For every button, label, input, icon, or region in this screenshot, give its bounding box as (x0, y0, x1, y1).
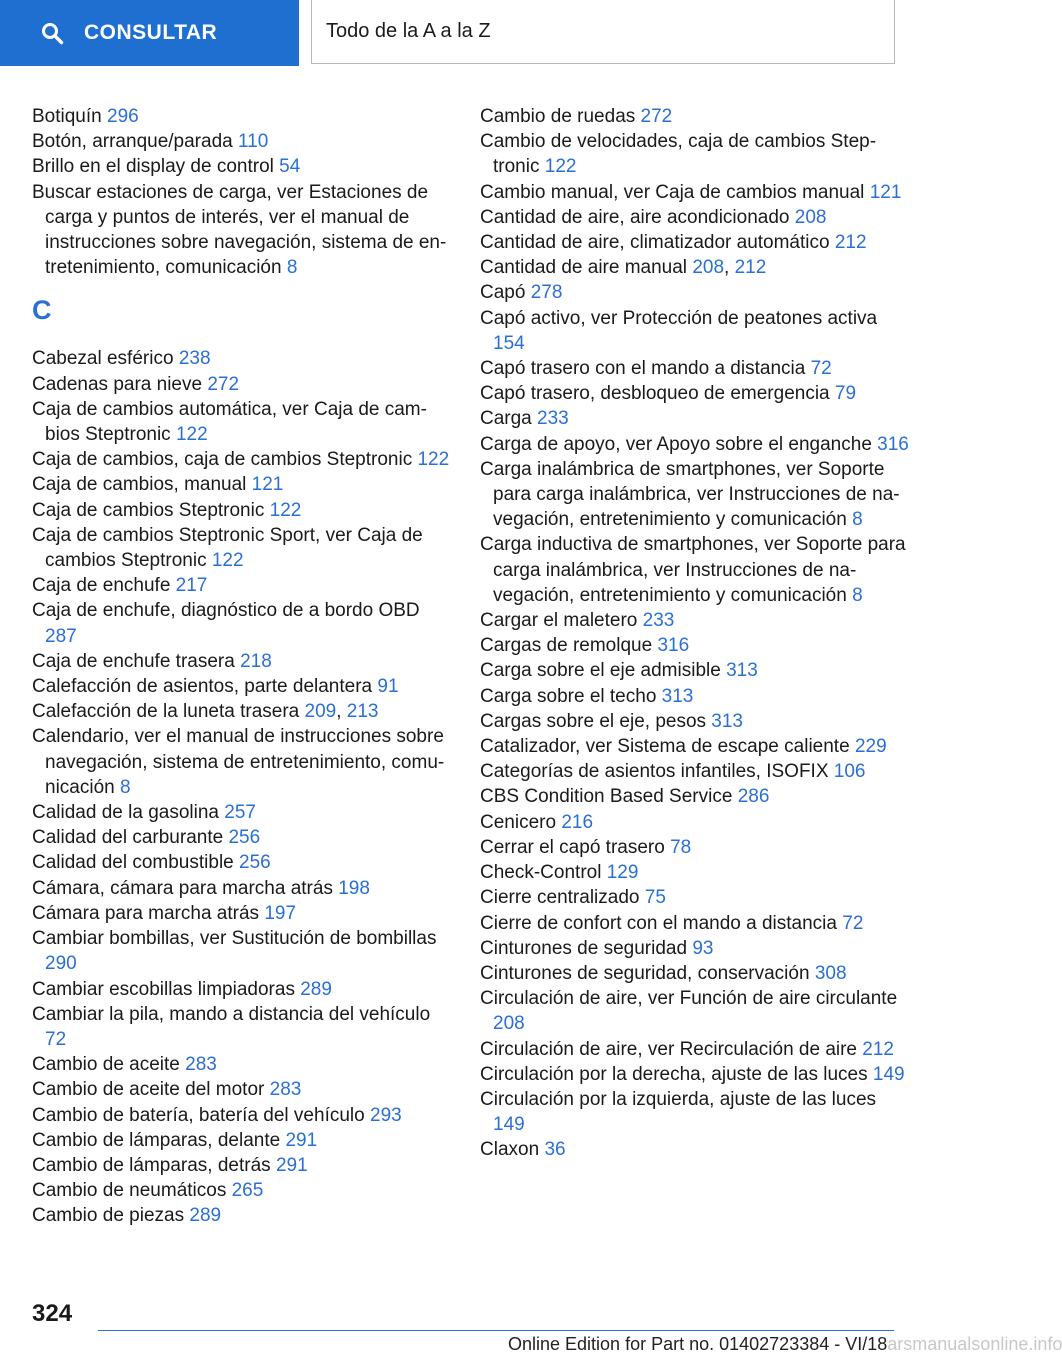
entry-text: Cerrar el capó trasero (480, 836, 665, 858)
page-link[interactable]: 198 (338, 877, 370, 899)
entry-text: Caja de enchufe (32, 575, 171, 597)
entry-text: Calidad del combustible (32, 852, 234, 874)
page-link[interactable]: 154 (493, 332, 525, 354)
page-link[interactable]: 257 (224, 802, 256, 824)
page-link[interactable]: 8 (120, 776, 131, 798)
index-entry (480, 961, 910, 986)
page-link[interactable]: 8 (852, 584, 863, 606)
page-link[interactable]: 122 (175, 424, 208, 446)
section-letter: C (32, 295, 52, 326)
page-link[interactable]: 272 (207, 373, 240, 395)
entry-text: Calefacción de asientos, parte delantera (32, 676, 373, 698)
page-link[interactable]: 229 (854, 736, 887, 758)
index-entry (480, 810, 910, 835)
page-link[interactable]: 283 (269, 1079, 302, 1101)
page-link[interactable]: 149 (493, 1114, 525, 1136)
header (0, 0, 960, 66)
entry-text: Cierre de confort con el mando a distancia (480, 912, 837, 934)
index-entry (32, 724, 452, 800)
page-link[interactable]: 209 (304, 701, 337, 723)
entry-text: Carga sobre el eje admisible (480, 660, 721, 682)
entry-text: Cambio de lámparas, delante (32, 1129, 281, 1151)
page-link[interactable]: 313 (726, 660, 758, 682)
page-link[interactable]: 208 (692, 257, 725, 279)
page-link[interactable]: 197 (264, 902, 297, 924)
index-entry (32, 1203, 452, 1228)
index-entry (32, 598, 452, 648)
page-link[interactable]: 233 (642, 610, 675, 632)
entry-text: Catalizador, ver Sistema de escape caliente (480, 736, 850, 758)
entry-text: Capó trasero con el mando a distancia (480, 358, 806, 380)
entry-text: Cambio de ruedas (480, 106, 636, 127)
entry-text: Cantidad de aire manual (480, 257, 688, 279)
index-entry (32, 472, 452, 497)
entry-text: Cinturones de seguridad, conservación (480, 962, 810, 984)
index-entry (480, 986, 910, 1036)
page-link[interactable]: 293 (370, 1104, 402, 1126)
index-entry (32, 901, 452, 926)
index-entry (480, 784, 910, 809)
page-link[interactable]: 289 (189, 1205, 222, 1227)
index-entry (32, 876, 452, 901)
entry-text: Cambio de velocidades, caja de cambios Steptronic (480, 131, 877, 178)
index-entry (32, 1153, 452, 1178)
entry-text: Circulación por la derecha, ajuste de las luces (480, 1063, 868, 1085)
entry-text: Cantidad de aire, climatizador automático (480, 232, 830, 254)
entry-text: Calidad del carburante (32, 827, 224, 849)
index-entry (480, 1087, 910, 1137)
index-entry (480, 180, 910, 205)
entry-text: Check-Control (480, 862, 602, 884)
entry-text: Calefacción de la luneta trasera (32, 701, 300, 723)
index-entry (32, 1128, 452, 1153)
page-link[interactable]: 256 (239, 852, 271, 874)
index-entry (480, 104, 910, 129)
page-link[interactable]: 308 (814, 962, 847, 984)
entry-text: Carga de apoyo, ver Apoyo sobre el enganche (480, 433, 872, 455)
entry-text: Categorías de asientos infantiles, ISOFIX (480, 761, 829, 783)
index-column-right (480, 104, 910, 1163)
entry-text: CBS Condition Based Service (480, 786, 733, 808)
page-number: 324 (32, 1300, 73, 1327)
footer-watermark: arsmanualsonline.info (887, 1334, 1062, 1354)
entry-text: Cambio de aceite (32, 1054, 180, 1076)
search-button[interactable] (0, 0, 299, 66)
page-link[interactable]: 149 (872, 1063, 905, 1085)
page-link[interactable]: 79 (834, 383, 857, 405)
entry-text: Circulación de aire, ver Recirculación de aire (480, 1038, 858, 1060)
page-link[interactable]: 291 (275, 1154, 308, 1176)
page-link[interactable]: 216 (561, 811, 594, 833)
page-link[interactable]: 72 (45, 1028, 67, 1050)
index-entry (480, 759, 910, 784)
index-entry (32, 180, 452, 281)
index-entry (480, 734, 910, 759)
page-link[interactable]: 122 (544, 156, 577, 178)
index-column-left (32, 104, 452, 1229)
index-entry (480, 457, 910, 533)
entry-text: Cámara, cámara para marcha atrás (32, 877, 333, 899)
entry-text: Cantidad de aire, aire acondicionado (480, 206, 790, 228)
index-entry (32, 447, 452, 472)
page-link[interactable]: 233 (537, 408, 569, 430)
index-entry (32, 1052, 452, 1077)
index-entry (480, 432, 910, 457)
index-entry (32, 649, 452, 674)
page-link[interactable]: 313 (711, 710, 743, 732)
page-link[interactable]: 72 (810, 358, 832, 380)
index-entry (32, 346, 452, 371)
index-entry: Cantidad de aire manual 208, 212 (480, 257, 767, 279)
index-entry (32, 104, 452, 129)
index-entry (480, 230, 910, 255)
page-link[interactable]: 129 (606, 862, 639, 884)
index-entry (32, 926, 452, 976)
entry-text: Cambiar bombillas, ver Sustitución de bombillas (32, 928, 437, 950)
page-link[interactable]: 272 (640, 106, 673, 127)
entry-text: Cambio de piezas (32, 1205, 185, 1227)
page-link[interactable]: 212 (834, 232, 867, 254)
index-entry (480, 684, 910, 709)
page-link[interactable]: 8 (286, 257, 298, 279)
entry-text: Cambio de batería, batería del vehículo (32, 1104, 365, 1126)
footer (500, 1334, 1062, 1362)
index-entry (32, 1103, 452, 1128)
index-entry (480, 1037, 910, 1062)
search-button-label: CONSULTAR (84, 21, 218, 44)
index-entry (480, 1062, 910, 1087)
index-entry (480, 709, 910, 734)
index-entry (32, 372, 452, 397)
entry-text: Calendario, ver el manual de instrucciones sobre navegación, sistema de entretenimiento, comunicación (32, 726, 445, 798)
index-entry (32, 850, 452, 875)
page-link[interactable]: 122 (211, 550, 244, 572)
page-link[interactable]: 122 (269, 499, 302, 521)
entry-text: Cambio de lámparas, detrás (32, 1154, 271, 1176)
index-entry (480, 406, 910, 431)
page-link[interactable]: 8 (852, 509, 863, 531)
entry-text: Caja de cambios, caja de cambios Steptronic (32, 449, 413, 471)
entry-text: Carga (480, 408, 532, 430)
index-entry (480, 205, 910, 230)
index-entry (480, 633, 910, 658)
index-entry (32, 498, 452, 523)
index-entry (480, 658, 910, 683)
page-link[interactable]: 213 (346, 701, 379, 723)
breadcrumb-label: Todo de la A a la Z (326, 20, 491, 42)
page-link[interactable]: 121 (251, 474, 284, 496)
entry-text: Brillo en el display de control (32, 156, 274, 178)
entry-text: Cambio de aceite del motor (32, 1079, 265, 1101)
page-link[interactable]: 217 (175, 575, 208, 597)
page-link[interactable]: 316 (877, 433, 909, 455)
entry-text: Botiquín (32, 106, 102, 127)
entry-text: Caja de cambios automática, ver Caja de cambios Steptronic (32, 398, 427, 446)
entry-text: Cierre centralizado (480, 887, 640, 909)
page-link[interactable]: 256 (228, 827, 261, 849)
index-entry (32, 825, 452, 850)
entry-text: Carga inalámbrica de smartphones, ver Soporte para carga inalámbrica, ver Instrucciones de navegación, entretenimiento y comunicación (480, 458, 900, 531)
index-entry (480, 608, 910, 633)
entry-text: Cambiar escobillas limpiadoras (32, 978, 295, 1000)
entry-text: Caja de cambios Steptronic Sport, ver Caja de cambios Steptronic (32, 524, 423, 572)
index-entry (480, 280, 910, 305)
page-link[interactable]: 75 (644, 887, 666, 909)
page-link[interactable]: 289 (300, 978, 332, 1000)
index-entry (32, 1077, 452, 1102)
entry-text: Cadenas para nieve (32, 373, 203, 395)
index-entry (32, 1178, 452, 1203)
page-link[interactable]: 278 (530, 282, 563, 304)
page-link[interactable]: 212 (734, 257, 767, 279)
entry-text: Cenicero (480, 811, 557, 833)
entry-text: Capó (480, 282, 526, 304)
entry-text: Calidad de la gasolina (32, 802, 219, 824)
entry-text: Cargas de remolque (480, 635, 653, 657)
search-icon (40, 21, 64, 45)
entry-text: Cabezal esférico (32, 348, 174, 370)
footer-edition: Online Edition for Part no. 01402723384 - VI/18 (508, 1334, 888, 1354)
page-link[interactable]: 72 (842, 912, 864, 934)
entry-text: Cargar el maletero (480, 610, 638, 632)
page-link[interactable]: 106 (833, 761, 866, 783)
entry-text: Cámara para marcha atrás (32, 902, 260, 924)
entry-text: Botón, arranque/parada (32, 131, 233, 153)
footer-divider (98, 1330, 894, 1331)
index-entry (480, 306, 910, 356)
page-link[interactable]: 313 (661, 685, 694, 707)
page-link[interactable]: 91 (377, 676, 399, 698)
page-link[interactable]: 110 (238, 131, 269, 153)
page-link[interactable]: 286 (737, 786, 770, 808)
page-link[interactable]: 287 (45, 625, 77, 647)
page-link[interactable]: 316 (657, 635, 690, 657)
index-entry (480, 911, 910, 936)
entry-text: Caja de enchufe trasera (32, 650, 235, 672)
index-entry (480, 129, 910, 179)
page-link[interactable]: 208 (493, 1013, 525, 1035)
entry-text: Circulación por la izquierda, ajuste de las luces (480, 1088, 877, 1110)
entry-text: Claxon (480, 1139, 540, 1161)
page-link[interactable]: 283 (185, 1054, 217, 1076)
page-link[interactable]: 93 (692, 937, 714, 959)
index-entry (32, 129, 452, 154)
page-link[interactable]: 296 (107, 106, 139, 127)
entry-text: Capó activo, ver Protección de peatones activa (480, 307, 878, 329)
index-entry (32, 154, 452, 179)
index-entry (480, 381, 910, 406)
page-link[interactable]: 208 (794, 206, 827, 228)
index-entry (32, 523, 452, 573)
page-link[interactable]: 238 (178, 348, 211, 370)
entry-text: Caja de cambios Steptronic (32, 499, 265, 521)
page-link[interactable]: 78 (670, 836, 692, 858)
index-entry (480, 356, 910, 381)
page-link[interactable]: 265 (231, 1180, 264, 1202)
entry-text: Capó trasero, desbloqueo de emergencia (480, 383, 830, 405)
entry-text: Carga inductiva de smartphones, ver Soporte para carga inalámbrica, ver Instrucciones de navegación, entretenimiento y comunicación (480, 534, 906, 606)
index-entry: Calefacción de la luneta trasera 209, 213 (32, 701, 379, 723)
page-link[interactable]: 36 (544, 1139, 566, 1161)
index-entry (32, 674, 452, 699)
index-entry (480, 532, 910, 608)
page-link[interactable]: 291 (285, 1129, 318, 1151)
entry-text: Carga sobre el techo (480, 685, 657, 707)
entry-text: Caja de cambios, manual (32, 474, 247, 496)
entry-text: Cargas sobre el eje, pesos (480, 710, 707, 732)
index-entry (32, 1002, 452, 1052)
index-entry (32, 800, 452, 825)
entry-text: Circulación de aire, ver Función de aire circulante (480, 988, 898, 1010)
index-entry (480, 885, 910, 910)
page-link[interactable]: 218 (240, 650, 272, 672)
entry-text: Cambiar la pila, mando a distancia del vehículo (32, 1003, 431, 1025)
entry-text: Cinturones de seguridad (480, 937, 688, 959)
page-link[interactable]: 121 (869, 181, 902, 203)
index-entry (32, 977, 452, 1002)
index-entry (480, 1137, 910, 1162)
index-entry (32, 573, 452, 598)
index-entry (480, 936, 910, 961)
entry-text: Cambio de neumáticos (32, 1180, 227, 1202)
entry-text: Caja de enchufe, diagnóstico de a bordo OBD (32, 600, 420, 622)
index-entry (480, 860, 910, 885)
entry-text: Buscar estaciones de carga, ver Estaciones de carga y puntos de interés, ver el manual de instrucciones sobre navegación, sistema de entretenimiento, comunicación (32, 181, 447, 279)
page-link[interactable]: 122 (417, 449, 450, 471)
page-link[interactable]: 290 (45, 953, 77, 975)
page-link[interactable]: 54 (279, 156, 301, 178)
page-link[interactable]: 212 (862, 1038, 894, 1060)
breadcrumb[interactable] (311, 0, 895, 64)
index-entry (480, 835, 910, 860)
index-entry (32, 397, 452, 447)
entry-text: Cambio manual, ver Caja de cambios manual (480, 181, 865, 203)
